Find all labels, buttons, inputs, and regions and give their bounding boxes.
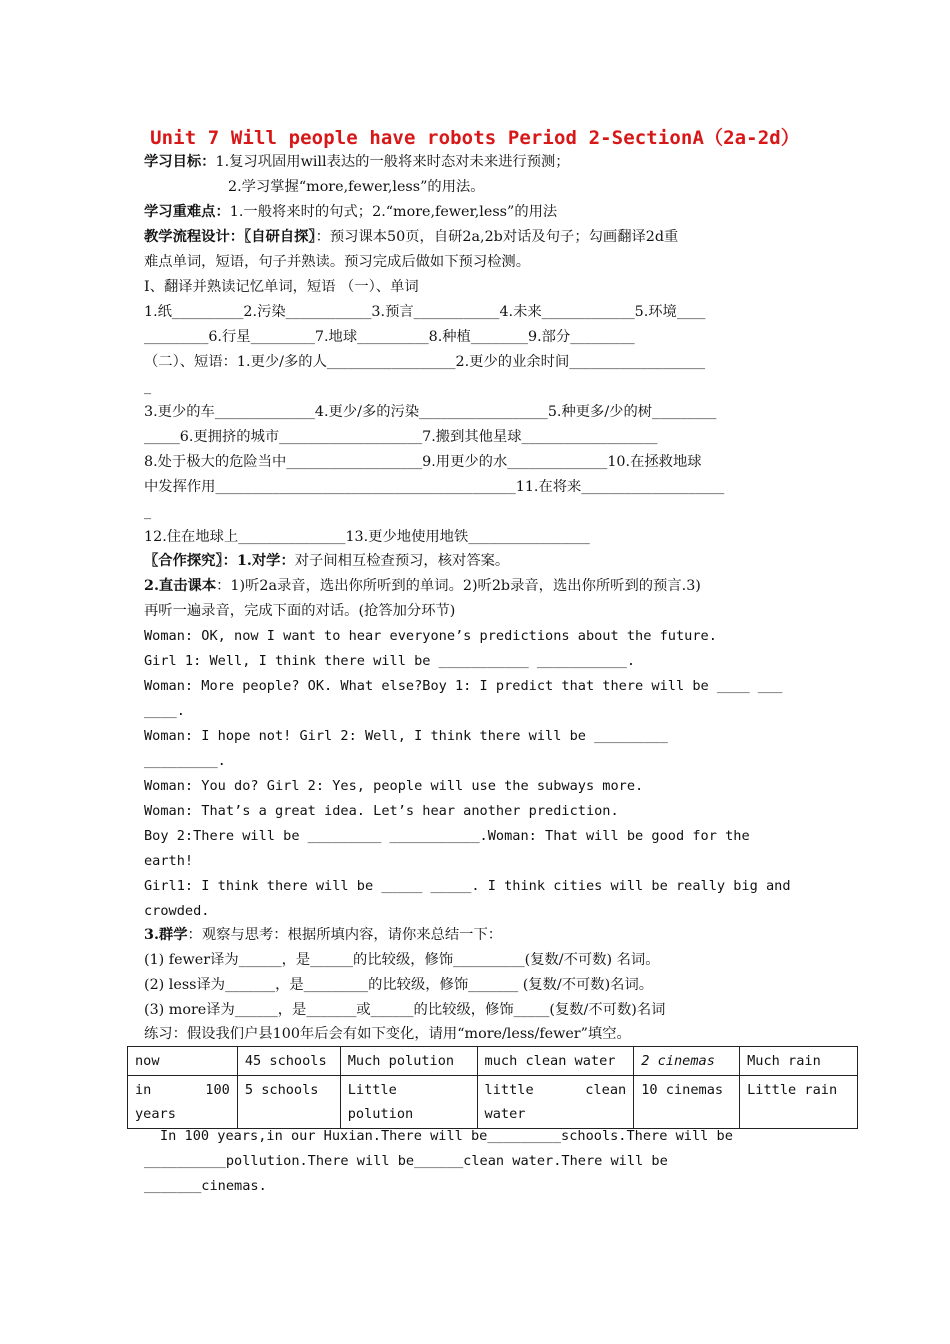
- cooperate-label-2: 1.对学：: [236, 553, 295, 569]
- goals-item-1: 1.复习巩固用will表达的一般将来时态对未来进行预测；: [215, 154, 570, 170]
- phrases-line-1b: _: [144, 379, 152, 395]
- table-row: [128, 1047, 858, 1076]
- dialogue-line: Girl1: I think there will be _____ _____. I think cities will be really big and: [144, 878, 791, 894]
- table-cell: Little rain: [740, 1076, 858, 1129]
- table-cell: Much rain: [740, 1047, 858, 1076]
- phrases-line-5b: _: [144, 504, 152, 520]
- group-label: 3.群学: [144, 927, 188, 943]
- listening-text-2: 再听一遍录音，完成下面的对话。(抢答加分环节): [144, 603, 456, 619]
- goals-item-2: 2.学习掌握“more,fewer,less”的用法。: [228, 179, 485, 195]
- fill-line-3: _______cinemas.: [144, 1178, 267, 1194]
- dialogue-line: _________.: [144, 753, 226, 769]
- page-title: Unit 7 Will people have robots Period 2-SectionA（2a-2d）: [150, 127, 800, 149]
- table-cell: now: [128, 1047, 238, 1076]
- dialogue-line: earth!: [144, 853, 194, 869]
- practice-instruction: 练习：假设我们户县100年后会有如下变化，请用“more/less/fewer”填空。: [144, 1026, 631, 1042]
- group-line: [144, 923, 806, 948]
- dialogue-line: ____.: [144, 703, 185, 719]
- dialogue-line: Woman: I hope not! Girl 2: Well, I think there will be _________: [144, 728, 668, 744]
- table-cell: Little polution: [340, 1076, 477, 1129]
- keypoints-line: [144, 200, 806, 225]
- table-cell: in 100 years: [128, 1076, 238, 1129]
- table-cell: 5 schools: [237, 1076, 340, 1129]
- process-section: 〖自研自探〗: [244, 229, 316, 245]
- process-text-1: ：预习课本50页，自研2a,2b对话及句子；勾画翻译2d重: [315, 229, 679, 245]
- dialogue-line: crowded.: [144, 903, 210, 919]
- comparison-table: [127, 1046, 858, 1129]
- dialogue-line: Woman: That’s a great idea. Let’s hear another prediction.: [144, 803, 619, 819]
- process-text-2: 难点单词，短语，句子并熟读。预习完成后做如下预习检测。: [144, 254, 531, 270]
- dialogue-line: Woman: OK, now I want to hear everyone’s predictions about the future.: [144, 628, 717, 644]
- part1-heading: I、翻译并熟读记忆单词，短语 （一）、单词: [144, 279, 419, 295]
- table-cell: 2 cinemas: [634, 1047, 740, 1076]
- listening-text-1: ：1)听2a录音，选出你所听到的单词。2)听2b录音，选出你所听到的预言.3): [216, 578, 701, 594]
- phrases-line-5: 中发挥作用__________________________________________11.在将来____________________: [144, 479, 725, 495]
- table-row: [128, 1076, 858, 1129]
- group-question-1: (1) fewer译为______，是______的比较级，修饰__________(复数/不可数) 名词。: [144, 952, 660, 968]
- process-line-1: [144, 225, 806, 250]
- table-cell: Much polution: [340, 1047, 477, 1076]
- table-cell: much clean water: [477, 1047, 634, 1076]
- phrases-line-2: 3.更少的车______________4.更少/多的污染__________________5.种更多/少的树_________: [144, 404, 717, 420]
- group-question-3: (3) more译为______，是_______或______的比较级，修饰_____(复数/不可数)名词: [144, 1002, 666, 1018]
- phrases-line-6: 12.住在地球上_______________13.更少地使用地铁_________________: [144, 529, 590, 545]
- dialogue-line: Girl 1: Well, I think there will be ___________ ___________.: [144, 653, 636, 669]
- phrases-line-4: 8.处于极大的危险当中___________________9.用更少的水______________10.在拯救地球: [144, 454, 702, 470]
- table-cell: 45 schools: [237, 1047, 340, 1076]
- group-text: ：观察与思考：根据所填内容，请你来总结一下：: [187, 927, 503, 943]
- words-line-2: _________6.行星_________7.地球__________8.种植________9.部分_________: [144, 329, 635, 345]
- keypoints-text: 1.一般将来时的句式；2.“more,fewer,less”的用法: [229, 204, 558, 220]
- words-line-1: 1.纸__________2.污染____________3.预言____________4.未来_____________5.环境____: [144, 304, 706, 320]
- dialogue-line: Woman: You do? Girl 2: Yes, people will use the subways more.: [144, 778, 644, 794]
- table-cell: little clean water: [477, 1076, 634, 1129]
- dialogue-line: Boy 2:There will be _________ ___________.Woman: That will be good for the: [144, 828, 750, 844]
- fill-line-1: In 100 years,in our Huxian.There will be_________schools.There will be: [160, 1128, 733, 1144]
- table-cell: 10 cinemas: [634, 1076, 740, 1129]
- process-label: 教学流程设计：: [144, 229, 245, 245]
- goals-label: 学习目标：: [144, 154, 216, 170]
- listening-label: 2.直击课本: [144, 578, 217, 594]
- cooperate-line: [144, 549, 806, 574]
- phrases-line-3: _____6.更拥挤的城市____________________7.搬到其他星球___________________: [144, 429, 658, 445]
- keypoints-label: 学习重难点：: [144, 204, 230, 220]
- cooperate-label: 〖合作探究〗：: [144, 553, 237, 569]
- goals-line-1: [144, 150, 806, 175]
- group-question-2: (2) less译为_______，是_________的比较级，修饰_______ (复数/不可数)名词。: [144, 977, 654, 993]
- fill-line-2: __________pollution.There will be______clean water.There will be: [144, 1153, 668, 1169]
- phrases-line-1: （二）、短语：1.更少/多的人__________________2.更少的业余时间___________________: [144, 354, 706, 370]
- cooperate-text: 对子间相互检查预习，核对答案。: [294, 553, 510, 569]
- listening-line-1: [144, 574, 806, 599]
- dialogue-line: Woman: More people? OK. What else?Boy 1: I predict that there will be ____ ___: [144, 678, 783, 694]
